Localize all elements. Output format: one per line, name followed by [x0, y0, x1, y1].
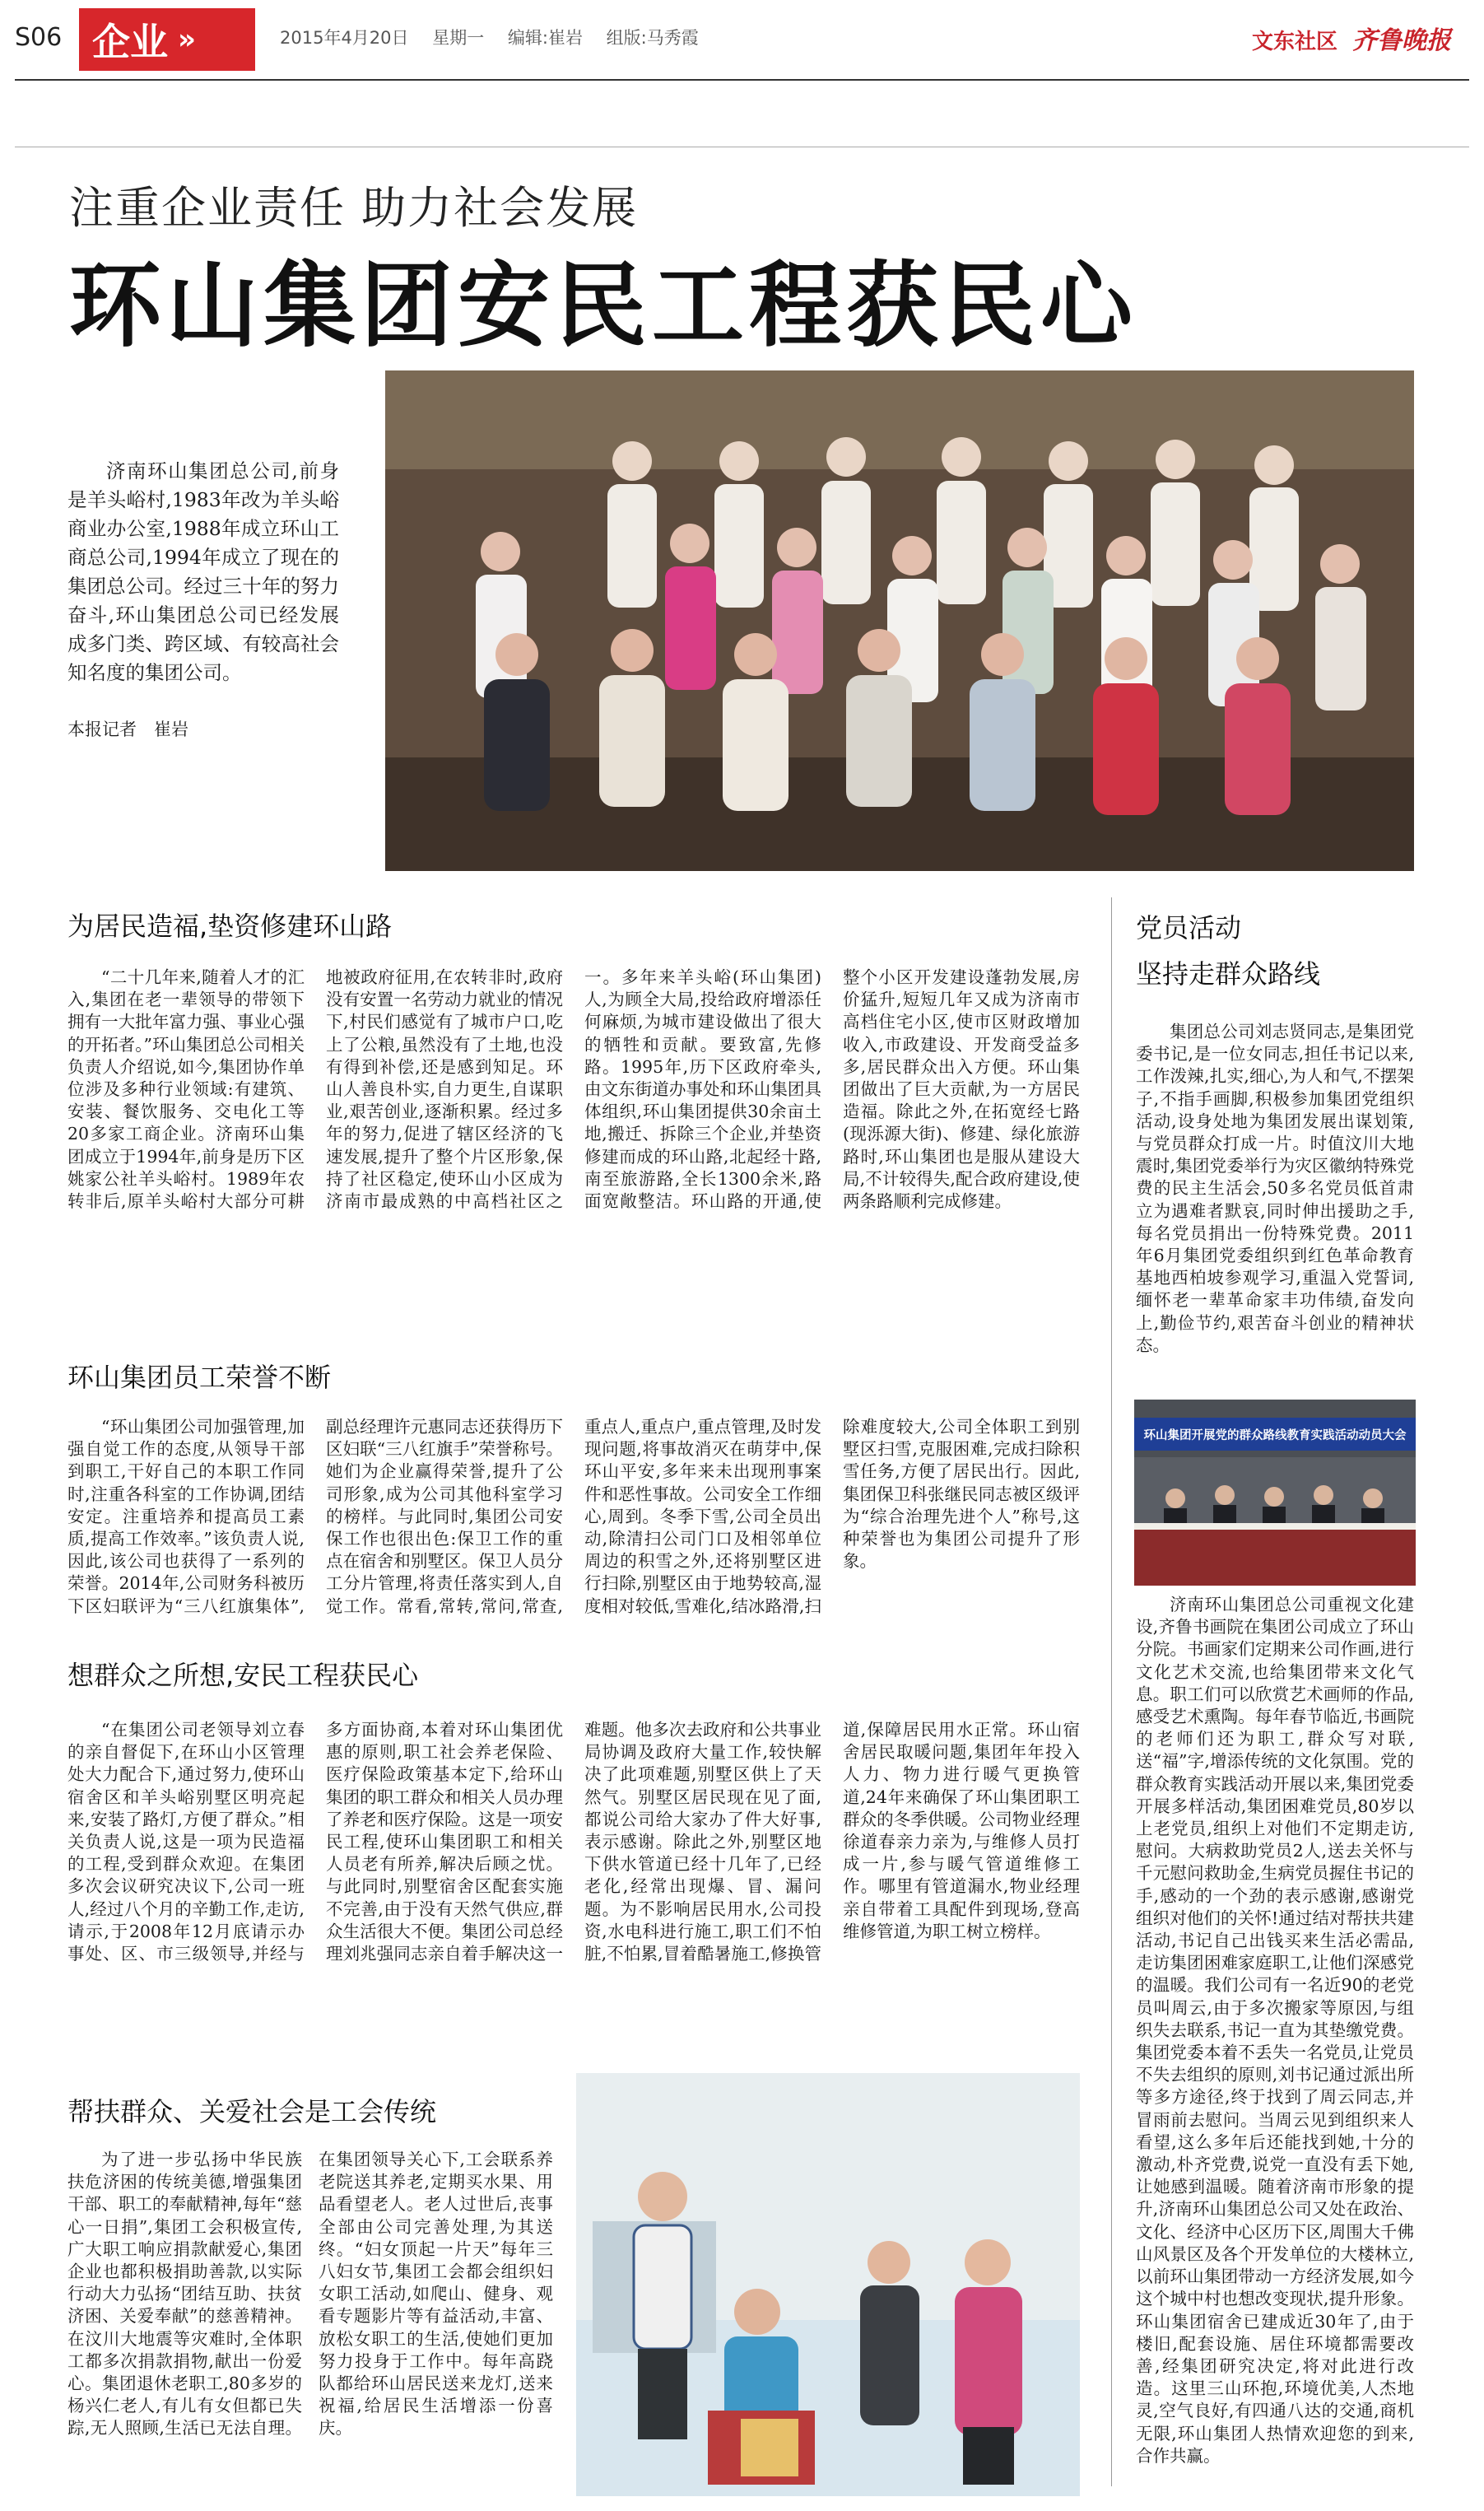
right-heading-line1: 党员活动	[1136, 912, 1242, 943]
group-photo	[385, 370, 1414, 871]
layout-credit: 组版:马秀霞	[606, 28, 699, 48]
section-body-2	[67, 1416, 1080, 1745]
issue-weekday: 星期一	[432, 28, 485, 48]
section-heading-4: 帮扶群众、关爱社会是工会传统	[67, 2096, 437, 2127]
right-body-a	[1136, 1021, 1414, 1383]
section-text-4: 为了进一步弘扬中华民族扶危济困的传统美德,增强集团干部、职工的奉献精神,每年“慈心一日捐”,集团工会积极宣传,广大职工响应捐款献爱心,集团企业也都积极捐助善款,以实际行动大力弘扬“团结互助、扶贫济困、关爱奉献”的慈善精神。在汶川大地震等灾难时,全体职工都多次捐款捐物,献出一份爱心。集团退休老职工,80多岁的杨兴仁老人,有儿有女但都已失踪,无人照顾,生活已无法自理。在集团领导关心下,工会联系养老院送其养老,定期买水果、用品看望老人。老人过世后,丧事全部由公司完善处理,为其送终。“妇女顶起一片天”每年三八妇女节,集团工会都会组织妇女职工活动,如爬山、健身、观看专题影片等有益活动,丰富、放松女职工的生活,使她们更加努力投身于工作中。每年高跷队都给环山居民送来龙灯,送来祝福,给居民生活增添一份喜庆。	[67, 2150, 553, 2439]
byline: 本报记者 崔岩	[67, 720, 188, 739]
group-photo-image	[385, 370, 1414, 871]
paper-logo: 齐鲁晚报	[1352, 26, 1451, 55]
page-number: S06	[15, 23, 63, 52]
article-subtitle: 注重企业责任 助力社会发展	[69, 182, 639, 234]
masthead-right	[1252, 20, 1451, 56]
section-text-3: “在集团公司老领导刘立春的亲自督促下,在环山小区管理处大力配合下,通过努力,使环山宿舍区和羊头峪别墅区明亮起来,安装了路灯,方便了群众。”相关负责人说,这是一项为民造福的工程,受到群众欢迎。在集团多次会议研究决议下,公司一班人,经过八个月的辛勤工作,走访,请示,于2008年12月底请示办事处、区、市三级领导,并经与多方面协商,本着对环山集团优惠的原则,职工社会养老保险、医疗保险政策基本定下,给环山集团的职工群众和相关人员办理了养老和医疗保险。这是一项安民工程,使环山集团职工和相关人员老有所养,解决后顾之忧。与此同时,别墅宿舍区配套实施不完善,由于没有天然气供应,群众生活很大不便。集团公司总经理刘兆强同志亲自着手解决这一难题。他多次去政府和公共事业局协调及政府大量工作,较快解决了此项难题,别墅区供上了天然气。别墅区居民现在见了面,都说公司给大家办了件大好事,表示感谢。除此之外,别墅区地下供水管道已经十几年了,已经老化,经常出现爆、冒、漏问题。为不影响居民用水,公司投资,水电科进行施工,职工们不怕脏,不怕累,冒着酷暑施工,修换管道,保障居民用水正常。环山宿舍居民取暖问题,集团年年投入人力、物力进行暖气更换管道,24年来确保了环山集团职工群众的冬季供暖。公司物业经理徐道春亲力亲为,与维修人员打成一片,参与暖气管道维修工作。哪里有管道漏水,物业经理亲自带着工具配件到现场,登高维修管道,为职工树立榜样。	[67, 1720, 1080, 1964]
right-body-b	[1136, 1594, 1414, 2495]
lead-text: 济南环山集团总公司,前身是羊头峪村,1983年改为羊头峪商业办公室,1988年成立环山工商总公司,1994年成立了现在的集团总公司。经过三十年的努力奋斗,环山集团总公司已经发展成多门类、跨区域、有较高社会知名度的集团公司。	[67, 459, 339, 684]
section-heading-2: 环山集团员工荣誉不断	[67, 1362, 332, 1393]
issue-date: 2015年4月20日	[280, 28, 409, 48]
section-body-1	[67, 967, 1080, 1327]
editor: 编辑:崔岩	[507, 28, 583, 48]
section-heading-1: 为居民造福,垫资修建环山路	[67, 911, 393, 942]
charity-photo	[576, 2073, 1080, 2496]
column-divider	[1111, 897, 1112, 2486]
article-title: 环山集团安民工程获民心	[69, 253, 1137, 360]
lead-paragraph	[67, 457, 339, 687]
charity-photo-image	[576, 2073, 1080, 2496]
meeting-photo	[1134, 1400, 1416, 1586]
meeting-banner: 环山集团开展党的群众路线教育实践活动动员大会	[1134, 1418, 1416, 1451]
section-label: 企业	[92, 20, 168, 64]
right-heading-line2: 坚持走群众路线	[1136, 958, 1321, 990]
section-body-4	[67, 2149, 553, 2495]
section-text-1: “二十几年来,随着人才的汇入,集团在老一辈领导的带领下拥有一大批年富力强、事业心强的开拓者。”环山集团总公司相关负责人介绍说,如今,集团协作单位涉及多种行业领域:有建筑、安装、餐饮服务、交电化工等20多家工商企业。济南环山集团成立于1994年,前身是历下区姚家公社羊头峪村。1989年农转非后,原羊头峪村大部分可耕地被政府征用,在农转非时,政府没有安置一名劳动力就业的情况下,村民们感觉有了城市户口,吃上了公粮,虽然没有了土地,也没有得到补偿,还是感到知足。环山人善良朴实,自力更生,自谋职业,艰苦创业,逐渐积累。经过多年的努力,促进了辖区经济的飞速发展,提升了整个片区形象,保持了社区稳定,使环山小区成为济南市最成熟的中高档社区之一。多年来羊头峪(环山集团)人,为顾全大局,投给政府增添任何麻烦,为城市建设做出了很大的牺牲和贡献。要致富,先修路。1995年,历下区政府牵头,由文东街道办事处和环山集团具体组织,环山集团提供30余亩土地,搬迁、拆除三个企业,并垫资修建而成的环山路,北起经十路,南至旅游路,全长1300余米,路面宽敞整洁。环山路的开通,使整个小区开发建设蓬勃发展,房价猛升,短短几年又成为济南市高档住宅小区,使市区财政增加收入,市政建设、开发商受益多多,居民群众出入方便。环山集团做出了巨大贡献,为一方居民造福。除此之外,在拓宽经七路(现泺源大街)、修建、绿化旅游路时,环山集团也是服从建设大局,不计较得失,配合政府建设,使两条路顺利完成修建。	[67, 967, 1080, 1212]
section-text-2: “环山集团公司加强管理,加强自觉工作的态度,从领导干部到职工,干好自己的本职工作同时,注重各科室的工作协调,团结安定。注重培养和提高员工素质,提高工作效率。”该负责人说,因此,该公司也获得了一系列的荣誉。2014年,公司财务科被历下区妇联评为“三八红旗集体”,副总经理许元惠同志还获得历下区妇联“三八红旗手”荣誉称号。她们为企业赢得荣誉,提升了公司形象,成为公司其他科室学习的榜样。与此同时,集团公司安保工作也很出色:保卫工作的重点在宿舍和别墅区。保卫人员分工分片管理,将责任落实到人,自觉工作。常看,常转,常问,常查,重点人,重点户,重点管理,及时发现问题,将事故消灭在萌芽中,保环山平安,多年来未出现刑事案件和恶性事故。公司安全工作细心,周到。冬季下雪,公司全员出动,除清扫公司门口及相邻单位周边的积雪之外,还将别墅区进行扫除,别墅区由于地势较高,湿度相对较低,雪难化,结冰路滑,扫除难度较大,公司全体职工到别墅区扫雪,克服困难,完成扫除积雪任务,方便了居民出行。因此,集团保卫科张继民同志被区级评为“综合治理先进个人”称号,这种荣誉也为集团公司提升了形象。	[67, 1417, 1080, 1616]
community-label: 文东社区	[1251, 30, 1337, 54]
section-body-3	[67, 1719, 1080, 2089]
right-text-a: 集团总公司刘志贤同志,是集团党委书记,是一位女同志,担任书记以来,工作泼辣,扎实,细心,为人和气,不摆架子,不指手画脚,积极参加集团党组织活动,设身处地为集团发展出谋划策,与党员群众打成一片。时值汶川大地震时,集团党委举行为灾区徽纳特殊党费的民主生活会,50多名党员低首肃立为遇难者默哀,同时伸出援助之手,每名党员捐出一份特殊党费。2011年6月集团党委组织到红色革命教育基地西柏坡参观学习,重温入党誓词,缅怀老一辈革命家丰功伟绩,奋发向上,勤俭节约,艰苦奋斗创业的精神状态。	[1136, 1022, 1414, 1355]
double-chevron-icon: »	[178, 23, 196, 56]
section-badge	[79, 8, 255, 71]
right-text-b: 济南环山集团总公司重视文化建设,齐鲁书画院在集团公司成立了环山分院。书画家们定期来公司作画,进行文化艺术交流,也给集团带来文化气息。职工们可以欣赏艺术画师的作品,感受艺术熏陶。每年春节临近,书画院的老师们还为职工,群众写对联,送“福”字,增添传统的文化氛围。党的群众教育实践活动开展以来,集团党委开展多样活动,集团困难党员,80岁以上老党员,组织上对他们不定期走访,慰问。大病救助党员2人,送去关怀与千元慰问救助金,生病党员握住书记的手,感动的一个劲的表示感谢,感谢党组织对他们的关怀!通过结对帮扶共建活动,书记自己出钱买来生活必需品,走访集团困难家庭职工,让他们深感党的温暖。我们公司有一名近90的老党员叫周云,由于多次搬家等原因,与组织失去联系,书记一直为其垫缴党费。集团党委本着不丢失一名党员,让党员不失去组织的原则,刘书记通过派出所等多方途径,终于找到了周云同志,并冒雨前去慰问。当周云见到组织来人看望,这么多年后还能找到她,十分的激动,朴齐党费,说党一直没有丢下她,让她感到温暖。随着济南市形象的提升,济南环山集团总公司又处在政治、文化、经济中心区历下区,周围大千佛山风景区及各个开发单位的大楼林立,以前环山集团带动一方经济发展,如今这个城中村也想改变现状,提升形象。环山集团宿舍已建成近30年了,由于楼旧,配套设施、居住环境都需要改善,经集团研究决定,将对此进行改造。这里三山环抱,环境优美,人杰地灵,空气良好,有四通八达的交通,商机无限,环山集团人热情欢迎您的到来,合作共赢。	[1136, 1595, 1414, 2466]
issue-meta	[280, 25, 717, 49]
meeting-photo-image	[1134, 1457, 1416, 1586]
section-heading-3: 想群众之所想,安民工程获民心	[67, 1660, 419, 1691]
header-rule	[15, 79, 1469, 81]
